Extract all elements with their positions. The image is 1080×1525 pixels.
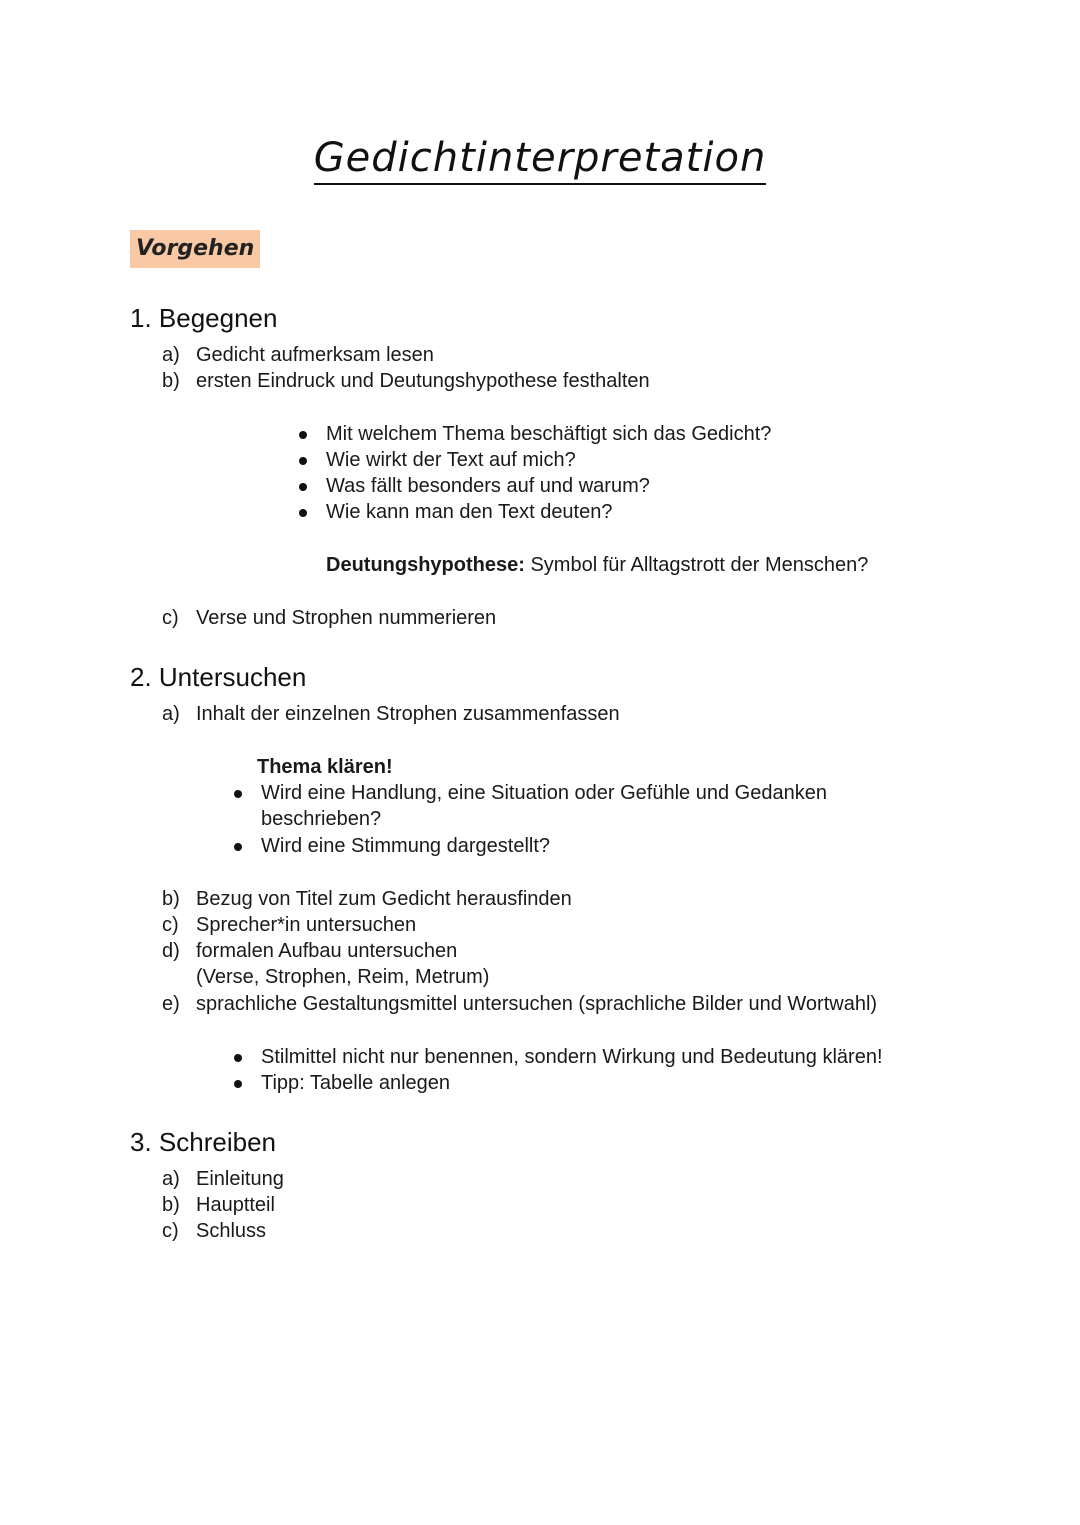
heading-untersuchen: 2. Untersuchen bbox=[130, 662, 307, 692]
list-item: b) ersten Eindruck und Deutungshypothese festhalten bbox=[162, 370, 650, 392]
hypothesis: Deutungshypothese: Symbol für Alltagstrott der Menschen? bbox=[326, 554, 869, 576]
list-item: b) Hauptteil bbox=[162, 1194, 275, 1216]
list-item: c) Schluss bbox=[162, 1220, 267, 1242]
list-item: a) Inhalt der einzelnen Strophen zusammenfassen bbox=[162, 703, 620, 725]
bullet-item: Stilmittel nicht nur benennen, sondern Wirkung und Bedeutung klären! bbox=[261, 1046, 883, 1068]
list-item: c) Verse und Strophen nummerieren bbox=[162, 607, 497, 629]
bullet-continuation: beschrieben? bbox=[261, 808, 382, 830]
heading-schreiben: 3. Schreiben bbox=[130, 1127, 276, 1157]
page-title: Gedichtinterpretation bbox=[0, 135, 1080, 181]
list-item: d) formalen Aufbau untersuchen bbox=[162, 940, 458, 962]
list-item: b) Bezug von Titel zum Gedicht herausfinden bbox=[162, 888, 572, 910]
bullet-item: Was fällt besonders auf und warum? bbox=[326, 475, 650, 497]
bullet-item: Tipp: Tabelle anlegen bbox=[261, 1072, 451, 1094]
list-item: c) Sprecher*in untersuchen bbox=[162, 914, 417, 936]
heading-begegnen: 1. Begegnen bbox=[130, 303, 278, 333]
bullet-item: Wird eine Handlung, eine Situation oder Gefühle und Gedanken bbox=[261, 782, 827, 804]
bullet-item: Wie wirkt der Text auf mich? bbox=[326, 449, 576, 471]
bullet-item: Wird eine Stimmung dargestellt? bbox=[261, 835, 551, 857]
section-tag: Vorgehen bbox=[130, 230, 260, 268]
bullet-item: Wie kann man den Text deuten? bbox=[326, 501, 613, 523]
list-item: e) sprachliche Gestaltungsmittel untersuchen (sprachliche Bilder und Wortwahl) bbox=[162, 993, 878, 1015]
bullet-item: Mit welchem Thema beschäftigt sich das Gedicht? bbox=[326, 423, 772, 445]
list-item: a) Gedicht aufmerksam lesen bbox=[162, 344, 434, 366]
list-item-continuation: (Verse, Strophen, Reim, Metrum) bbox=[196, 966, 490, 988]
list-item: a) Einleitung bbox=[162, 1168, 284, 1190]
thema-label: Thema klären! bbox=[257, 756, 393, 778]
